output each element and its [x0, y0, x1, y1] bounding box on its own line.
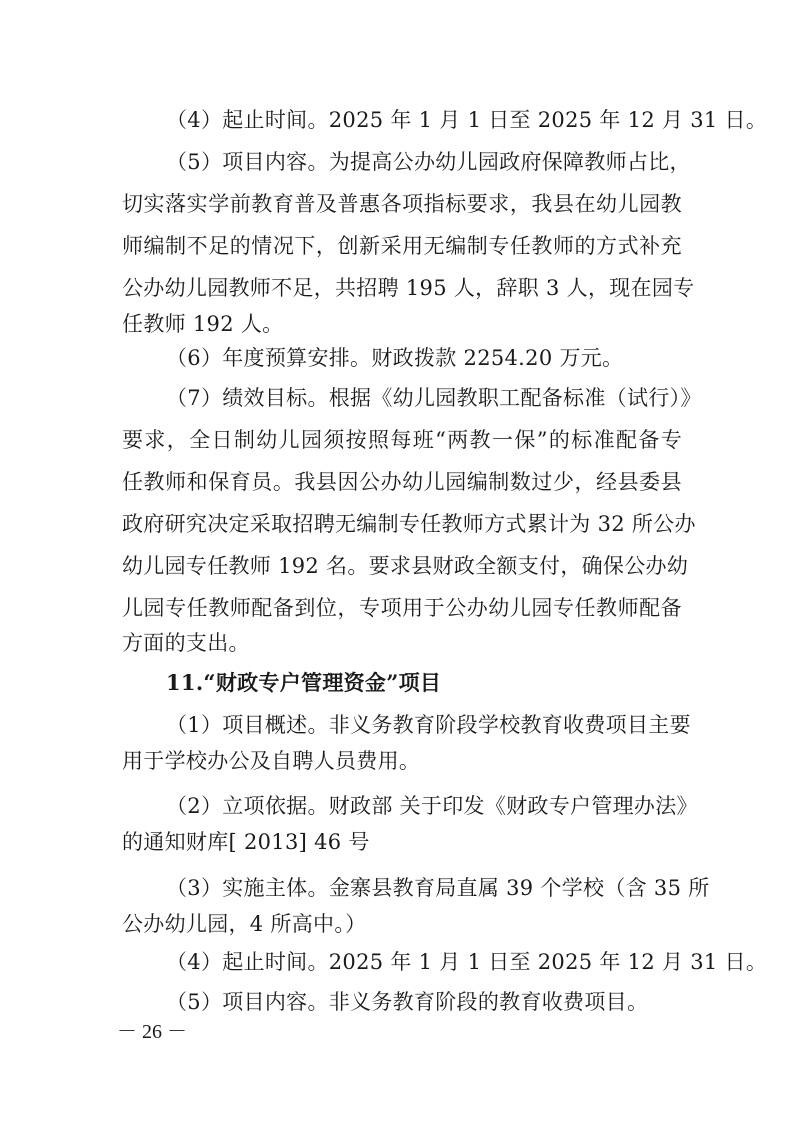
text-line: （5）项目内容。为提高公办幼儿园政府保障教师占比， [166, 150, 691, 174]
text-line: 儿园专任教师配备到位，专项用于公办幼儿园专任教师配备 [122, 596, 682, 620]
text-line: 的通知财库[ 2013] 46 号 [122, 830, 370, 854]
text-line: 方面的支出。 [122, 631, 250, 655]
text-line: 师编制不足的情况下，创新采用无编制专任教师的方式补充 [122, 234, 682, 258]
text-line: 用于学校办公及自聘人员费用。 [122, 749, 421, 773]
text-line: （3）实施主体。金寨县教育局直属 39 个学校（含 35 所 [166, 876, 710, 900]
text-line: 公办幼儿园，4 所高中。） [122, 912, 367, 936]
text-line: （4）起止时间。2025 年 1 月 1 日至 2025 年 12 月 31 日。 [166, 950, 768, 974]
text-line: 公办幼儿园教师不足，共招聘 195 人，辞职 3 人，现在园专 [122, 276, 695, 300]
text-line: （7）绩效目标。根据《幼儿园教职工配备标准（试行）》 [166, 386, 702, 410]
text-line: （2）立项依据。财政部 关于印发《财政专户管理办法》 [166, 794, 698, 818]
text-line: 幼儿园专任教师 192 名。要求县财政全额支付，确保公办幼 [122, 554, 689, 578]
text-line: 切实落实学前教育普及普惠各项指标要求，我县在幼儿园教 [122, 192, 682, 216]
text-line: （6）年度预算安排。财政拨款 2254.20 万元。 [166, 346, 624, 370]
text-line: 任教师和保育员。我县因公办幼儿园编制数过少，经县委县 [122, 470, 682, 494]
text-line: 要求，全日制幼儿园须按照每班“两教一保”的标准配备专 [122, 428, 682, 452]
page-number: － 26 － [117, 1021, 187, 1043]
text-line: （4）起止时间。2025 年 1 月 1 日至 2025 年 12 月 31 日。 [166, 108, 768, 132]
text-line: 政府研究决定采取招聘无编制专任教师方式累计为 32 所公办 [122, 512, 696, 536]
text-line: （1）项目概述。非义务教育阶段学校教育收费项目主要 [166, 713, 691, 737]
section-heading: 11.“财政专户管理资金”项目 [166, 670, 442, 695]
text-line: （5）项目内容。非义务教育阶段的教育收费项目。 [166, 990, 649, 1014]
text-line: 任教师 192 人。 [122, 312, 284, 336]
